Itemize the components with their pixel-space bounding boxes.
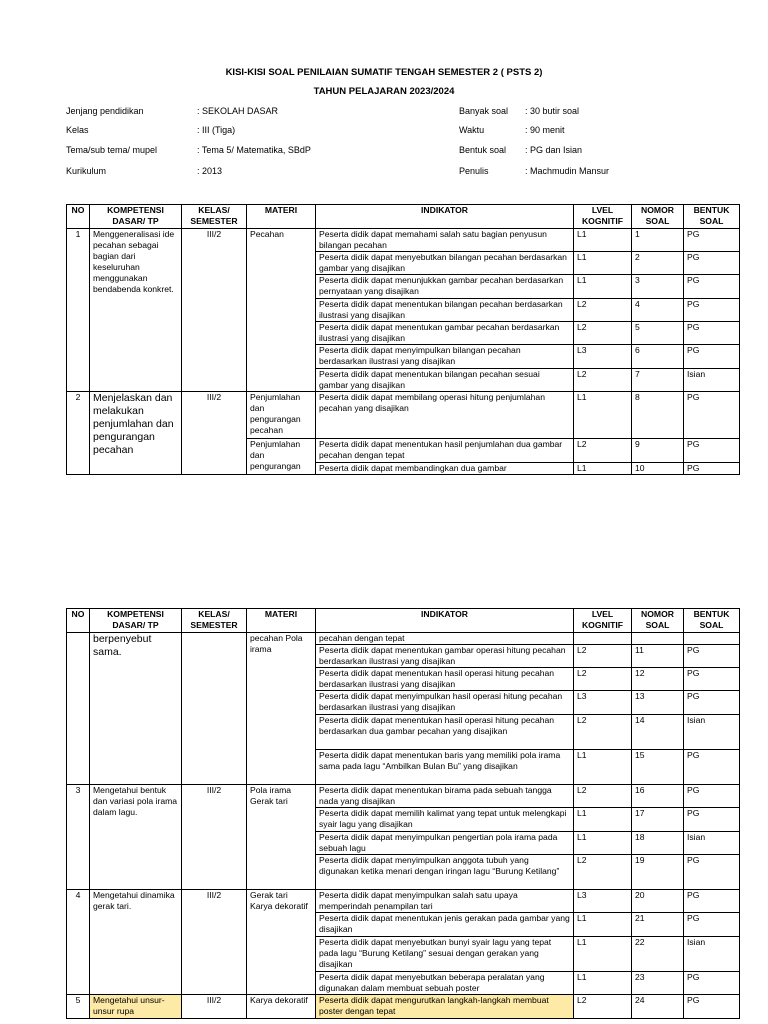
nomor-cell: 19: [632, 855, 684, 890]
bentuk-cell: PG: [684, 322, 740, 345]
level-cell: L1: [574, 937, 632, 972]
info-value: : Machmudin Mansur: [525, 166, 610, 176]
nomor-cell: 1: [632, 229, 684, 252]
nomor-cell: 18: [632, 832, 684, 855]
level-cell: L3: [574, 345, 632, 369]
level-cell: L2: [574, 715, 632, 750]
kisi-table-page2: [66, 608, 740, 1019]
nomor-cell: 23: [632, 972, 684, 995]
level-cell: L1: [574, 463, 632, 475]
materi-cell: Karya dekoratif: [247, 995, 316, 1019]
table-header-row: [67, 609, 740, 633]
header-nomor: NOMOR SOAL: [632, 609, 684, 633]
kelas-cell: [182, 633, 247, 785]
materi-cell: pecahan Pola irama: [247, 633, 316, 785]
info-value: : 90 menit: [525, 125, 565, 135]
table-row: [67, 785, 740, 808]
table-row: [67, 890, 740, 913]
level-cell: L1: [574, 392, 632, 439]
indikator-cell: Peserta didik dapat memahami salah satu bagian penyusun bilangan pecahan: [316, 229, 574, 252]
level-cell: [574, 633, 632, 645]
indikator-cell: Peserta didik dapat menentukan bilangan pecahan berdasarkan ilustrasi yang disajikan: [316, 299, 574, 322]
info-label: Penulis: [459, 166, 489, 176]
info-value: : 2013: [197, 166, 223, 176]
indikator-cell: Peserta didik dapat membandingkan dua gambar: [316, 463, 574, 475]
kelas-cell: III/2: [182, 890, 247, 995]
indikator-cell: Peserta didik dapat menyimpulkan pengertian pola irama pada sebuah lagu: [316, 832, 574, 855]
kompetensi-cell: Menjelaskan dan melakukan penjumlahan dan pengurangan pecahan: [90, 392, 182, 475]
table-row: [67, 995, 740, 1019]
level-cell: L2: [574, 995, 632, 1019]
document-subtitle: TAHUN PELAJARAN 2023/2024: [313, 86, 455, 97]
info-value: : 30 butir soal: [525, 106, 580, 116]
level-cell: L1: [574, 808, 632, 832]
bentuk-cell: PG: [684, 785, 740, 808]
info-value: : III (Tiga): [197, 125, 236, 135]
bentuk-cell: PG: [684, 345, 740, 369]
info-value: : PG dan Isian: [525, 145, 583, 155]
indikator-cell: Peserta didik dapat menyebutkan beberapa peralatan yang digunakan dalam membuat sebuah poster: [316, 972, 574, 995]
level-cell: L1: [574, 832, 632, 855]
bentuk-cell: PG: [684, 808, 740, 832]
nomor-cell: 3: [632, 275, 684, 299]
indikator-cell: Peserta didik dapat menyimpulkan salah satu upaya memperindah penampilan tari: [316, 890, 574, 913]
indikator-cell: Peserta didik dapat menentukan gambar pecahan berdasarkan ilustrasi yang disajikan: [316, 322, 574, 345]
info-label: Jenjang pendidikan: [66, 106, 144, 116]
document-title: KISI-KISI SOAL PENILAIAN SUMATIF TENGAH SEMESTER 2 ( PSTS 2): [225, 67, 543, 78]
bentuk-cell: Isian: [684, 715, 740, 750]
table-header-row: [67, 205, 740, 229]
nomor-cell: [632, 633, 684, 645]
bentuk-cell: PG: [684, 890, 740, 913]
nomor-cell: 14: [632, 715, 684, 750]
indikator-cell: Peserta didik dapat menentukan jenis gerakan pada gambar yang disajikan: [316, 913, 574, 937]
info-label: Tema/sub tema/ mupel: [66, 145, 158, 155]
bentuk-cell: PG: [684, 392, 740, 439]
row-no: 4: [67, 890, 90, 995]
nomor-cell: 21: [632, 913, 684, 937]
kompetensi-cell: Mengetahui unsur-unsur rupa: [90, 995, 182, 1019]
row-no: 5: [67, 995, 90, 1019]
bentuk-cell: Isian: [684, 832, 740, 855]
bentuk-cell: PG: [684, 229, 740, 252]
nomor-cell: 20: [632, 890, 684, 913]
row-no: 3: [67, 785, 90, 890]
level-cell: L1: [574, 229, 632, 252]
bentuk-cell: PG: [684, 913, 740, 937]
header-kelas: KELAS/ SEMESTER: [182, 205, 247, 229]
indikator-cell: Peserta didik dapat menentukan hasil operasi hitung pecahan berdasarkan dua gambar pecahan yang disajikan: [316, 715, 574, 750]
level-cell: L2: [574, 645, 632, 668]
bentuk-cell: PG: [684, 299, 740, 322]
level-cell: L1: [574, 252, 632, 275]
indikator-cell: Peserta didik dapat mengurutkan langkah-langkah membuat poster dengan tepat: [316, 995, 574, 1019]
nomor-cell: 4: [632, 299, 684, 322]
level-cell: L1: [574, 913, 632, 937]
kisi-table-page1: [66, 204, 740, 475]
indikator-cell: Peserta didik dapat menyebutkan bunyi syair lagu yang tepat pada lagu “Burung Ketilang” sesuai dengan gerakan yang disajikan: [316, 937, 574, 972]
kelas-cell: III/2: [182, 995, 247, 1019]
indikator-cell: Peserta didik dapat menentukan bilangan pecahan sesuai gambar yang disajikan: [316, 369, 574, 392]
nomor-cell: 2: [632, 252, 684, 275]
header-indikator: INDIKATOR: [316, 609, 574, 633]
table-row: [67, 633, 740, 645]
nomor-cell: 22: [632, 937, 684, 972]
level-cell: L1: [574, 275, 632, 299]
header-kelas: KELAS/ SEMESTER: [182, 609, 247, 633]
kompetensi-cell: Mengetahui bentuk dan variasi pola irama dalam lagu.: [90, 785, 182, 890]
nomor-cell: 8: [632, 392, 684, 439]
nomor-cell: 17: [632, 808, 684, 832]
materi-cell: Penjumlahan dan pengurangan: [247, 439, 316, 475]
nomor-cell: 10: [632, 463, 684, 475]
nomor-cell: 16: [632, 785, 684, 808]
level-cell: L2: [574, 299, 632, 322]
bentuk-cell: PG: [684, 995, 740, 1019]
nomor-cell: 7: [632, 369, 684, 392]
nomor-cell: 12: [632, 668, 684, 691]
info-value: : Tema 5/ Matematika, SBdP: [197, 145, 311, 155]
header-bentuk: BENTUK SOAL: [684, 609, 740, 633]
bentuk-cell: PG: [684, 463, 740, 475]
bentuk-cell: PG: [684, 668, 740, 691]
indikator-cell: Peserta didik dapat menyimpulkan hasil operasi hitung pecahan berdasarkan ilustrasi yang disajikan: [316, 691, 574, 715]
indikator-cell: Peserta didik dapat menentukan hasil operasi hitung pecahan berdasarkan ilustrasi yang disajikan: [316, 668, 574, 691]
header-level: LVEL KOGNITIF: [574, 205, 632, 229]
bentuk-cell: PG: [684, 275, 740, 299]
level-cell: L2: [574, 785, 632, 808]
level-cell: L2: [574, 439, 632, 463]
row-no: 2: [67, 392, 90, 475]
indikator-cell: Peserta didik dapat menyimpulkan anggota tubuh yang digunakan ketika menari dengan iringan lagu “Burung Ketilang”: [316, 855, 574, 890]
row-no: 1: [67, 229, 90, 392]
indikator-cell: Peserta didik dapat menyimpulkan bilangan pecahan berdasarkan ilustrasi yang disajikan: [316, 345, 574, 369]
bentuk-cell: Isian: [684, 369, 740, 392]
nomor-cell: 24: [632, 995, 684, 1019]
nomor-cell: 11: [632, 645, 684, 668]
header-bentuk: BENTUK SOAL: [684, 205, 740, 229]
kompetensi-cell: berpenyebut sama.: [90, 633, 182, 785]
indikator-cell: Peserta didik dapat memilih kalimat yang tepat untuk melengkapi syair lagu yang disajikan: [316, 808, 574, 832]
header-level: LVEL KOGNITIF: [574, 609, 632, 633]
nomor-cell: 6: [632, 345, 684, 369]
header-kompetensi: KOMPETENSI DASAR/ TP: [90, 205, 182, 229]
kelas-cell: III/2: [182, 392, 247, 475]
indikator-cell: pecahan dengan tepat: [316, 633, 574, 645]
materi-cell: Pola irama Gerak tari: [247, 785, 316, 890]
row-no: [67, 633, 90, 785]
bentuk-cell: PG: [684, 855, 740, 890]
nomor-cell: 15: [632, 750, 684, 785]
level-cell: L3: [574, 691, 632, 715]
info-value: : SEKOLAH DASAR: [197, 106, 279, 116]
bentuk-cell: PG: [684, 691, 740, 715]
header-materi: MATERI: [247, 205, 316, 229]
bentuk-cell: [684, 633, 740, 645]
level-cell: L2: [574, 855, 632, 890]
indikator-cell: Peserta didik dapat menentukan gambar operasi hitung pecahan berdasarkan ilustrasi yang disajikan: [316, 645, 574, 668]
nomor-cell: 9: [632, 439, 684, 463]
materi-cell: Pecahan: [247, 229, 316, 392]
level-cell: L3: [574, 890, 632, 913]
kompetensi-cell: Mengetahui dinamika gerak tari.: [90, 890, 182, 995]
header-materi: MATERI: [247, 609, 316, 633]
bentuk-cell: PG: [684, 750, 740, 785]
header-no: NO: [67, 205, 90, 229]
level-cell: L2: [574, 668, 632, 691]
level-cell: L1: [574, 972, 632, 995]
bentuk-cell: PG: [684, 645, 740, 668]
nomor-cell: 5: [632, 322, 684, 345]
header-no: NO: [67, 609, 90, 633]
bentuk-cell: PG: [684, 252, 740, 275]
indikator-cell: Peserta didik dapat membilang operasi hitung penjumlahan pecahan yang disajikan: [316, 392, 574, 439]
nomor-cell: 13: [632, 691, 684, 715]
bentuk-cell: PG: [684, 439, 740, 463]
info-label: Bentuk soal: [459, 145, 507, 155]
table-row: [67, 392, 740, 439]
level-cell: L2: [574, 322, 632, 345]
indikator-cell: Peserta didik dapat menunjukkan gambar pecahan berdasarkan pernyataan yang disajikan: [316, 275, 574, 299]
table-row: [67, 229, 740, 252]
header-nomor: NOMOR SOAL: [632, 205, 684, 229]
indikator-cell: Peserta didik dapat menentukan birama pada sebuah tangga nada yang disajikan: [316, 785, 574, 808]
header-kompetensi: KOMPETENSI DASAR/ TP: [90, 609, 182, 633]
indikator-cell: Peserta didik dapat menentukan baris yang memiliki pola irama sama pada lagu “Ambilkan Bulan Bu” yang disajikan: [316, 750, 574, 785]
kompetensi-cell: Menggeneralisasi ide pecahan sebagai bagian dari keseluruhan menggunakan bendabenda konkret.: [90, 229, 182, 392]
materi-cell: Penjumlahan dan pengurangan pecahan: [247, 392, 316, 439]
header-indikator: INDIKATOR: [316, 205, 574, 229]
info-label: Waktu: [459, 125, 485, 135]
level-cell: L1: [574, 750, 632, 785]
info-label: Kurikulum: [66, 166, 107, 176]
level-cell: L2: [574, 369, 632, 392]
indikator-cell: Peserta didik dapat menyebutkan bilangan pecahan berdasarkan gambar yang disajikan: [316, 252, 574, 275]
indikator-cell: Peserta didik dapat menentukan hasil penjumlahan dua gambar pecahan dengan tepat: [316, 439, 574, 463]
bentuk-cell: PG: [684, 972, 740, 995]
info-label: Kelas: [66, 125, 89, 135]
bentuk-cell: Isian: [684, 937, 740, 972]
info-label: Banyak soal: [459, 106, 509, 116]
kelas-cell: III/2: [182, 785, 247, 890]
kelas-cell: III/2: [182, 229, 247, 392]
materi-cell: Gerak tari Karya dekoratif: [247, 890, 316, 995]
